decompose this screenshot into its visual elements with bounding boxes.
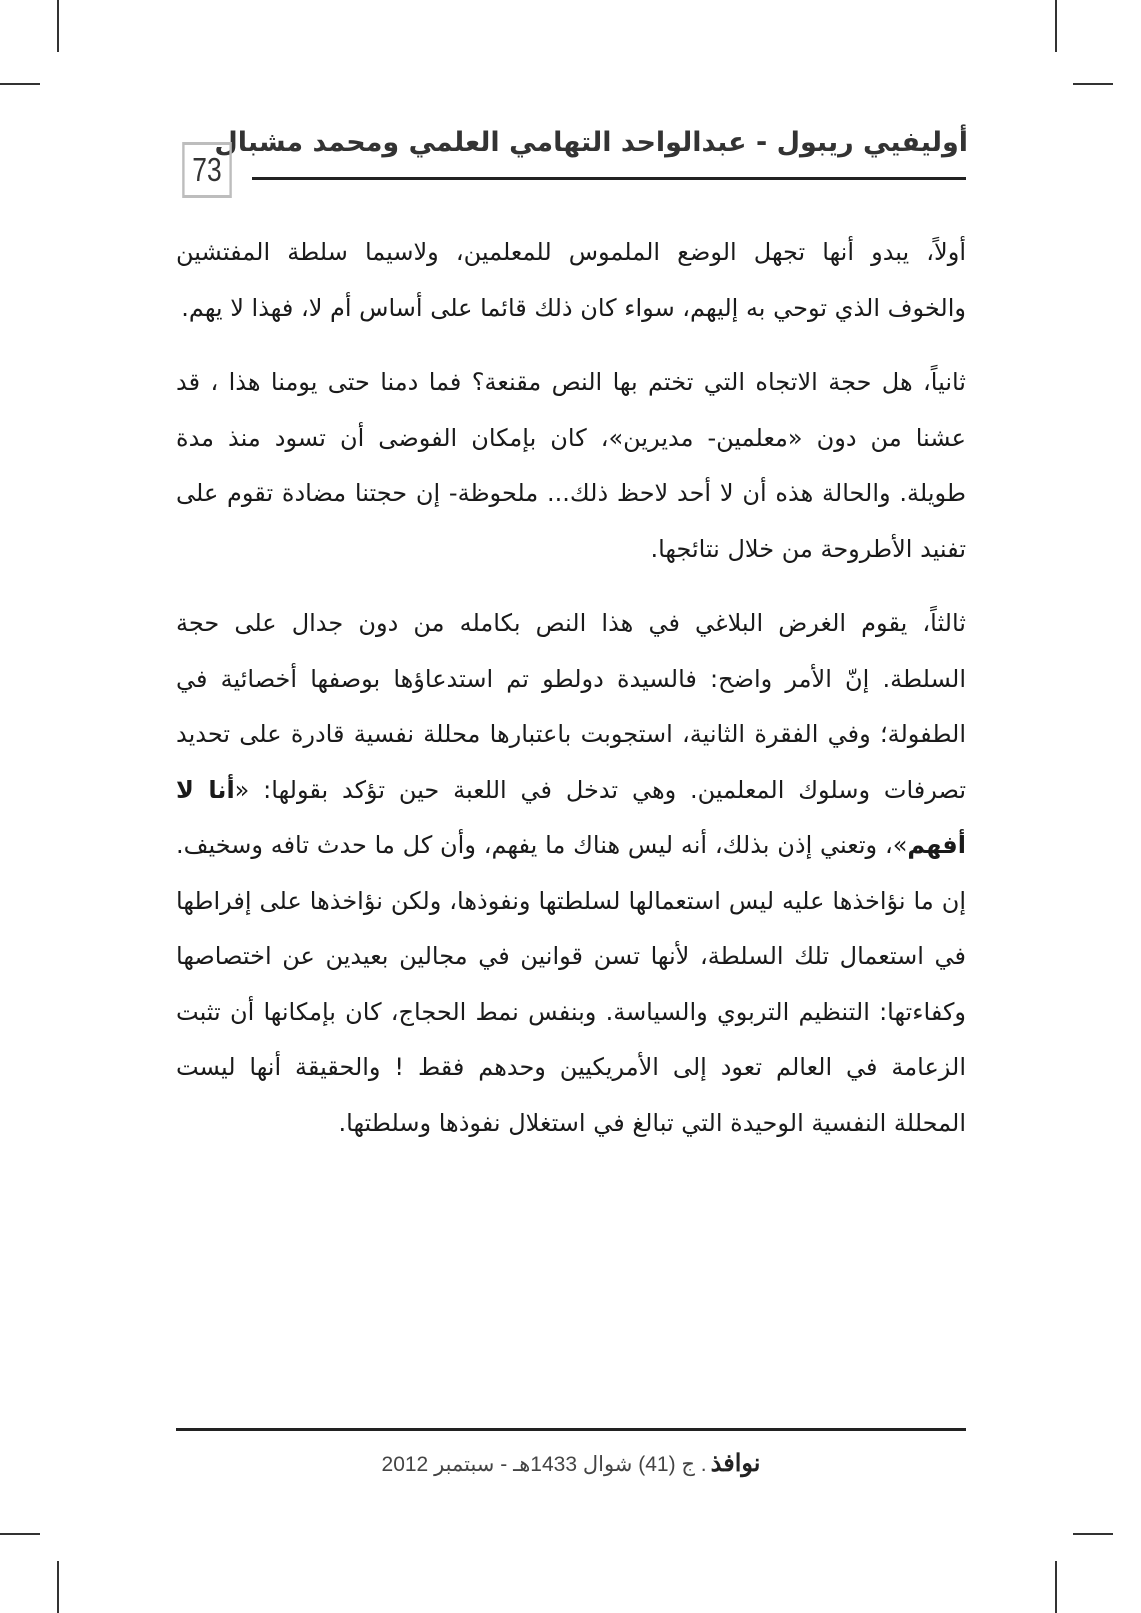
article-body: [176, 225, 966, 1170]
page-footer: [176, 1448, 966, 1477]
page-number: 73: [182, 142, 232, 198]
paragraph-first: [176, 225, 966, 336]
paragraph-second: [176, 355, 966, 577]
crop-mark: [1055, 1561, 1057, 1613]
crop-mark: [57, 1561, 59, 1613]
paragraph-text: ثانياً، هل حجة الاتجاه التي تختم بها النص مقنعة؟ فما دمنا حتى يومنا هذا ، قد عشنا من دون «معلمين- مديرين»، كان بإمكان الفوضى أن تسود منذ مدة طويلة. والحالة هذه أن لا أحد لاحظ ذلك... ملحوظة- إن حجتنا مضادة تقوم على تفنيد الأطروحة من خلال نتائجها.: [176, 368, 966, 563]
paragraph-lead: ثالثاً، يقوم الغرض البلاغي في هذا النص بكامله من دون جدال على حجة السلطة. إنّ الأمر واضح: فالسيدة دولطو تم استدعاؤها بوصفها أخصائية في الطفولة؛ وفي الفقرة الثانية، استجوبت باعتبارها محللة نفسية قادرة على تحديد تصرفات وسلوك المعلمين. وهي تدخل في اللعبة حين تؤكد بقولها: «: [176, 609, 966, 804]
journal-logo: نوافذ: [710, 1448, 761, 1477]
bold-quote: أنا لا أفهم: [176, 775, 966, 859]
crop-mark: [0, 1533, 40, 1535]
crop-mark: [57, 0, 59, 52]
running-header: أوليفيي ريبول - عبدالواحد التهامي العلمي ومحمد مشبال: [214, 127, 968, 158]
header-rule: [252, 177, 966, 180]
crop-mark: [0, 83, 40, 85]
footer-rule: [176, 1428, 966, 1431]
issue-info: . ج (41) شوال 1433هـ - سبتمبر 2012: [381, 1453, 707, 1476]
crop-mark: [1073, 1533, 1113, 1535]
paragraph-text: أولاً، يبدو أنها تجهل الوضع الملموس للمعلمين، ولاسيما سلطة المفتشين والخوف الذي توحي به إليهم، سواء كان ذلك قائما على أساس أم لا، فهذا لا يهم.: [176, 238, 966, 322]
paragraph-third: [176, 596, 966, 1151]
crop-mark: [1073, 83, 1113, 85]
crop-mark: [1055, 0, 1057, 52]
paragraph-text: »، وتعني إذن بذلك، أنه ليس هناك ما يفهم، وأن كل ما حدث تافه وسخيف. إن ما نؤاخذها عليه ليس استعمالها لسلطتها ونفوذها، ولكن نؤاخذها على إفراطها في استعمال تلك السلطة، لأنها تسن قوانين في مجالين بعيدين عن اختصاصها وكفاءتها: التنظيم التربوي والسياسة. وبنفس نمط الحجاج، كان بإمكانها أن تثبت الزعامة في العالم تعود إلى الأمريكيين وحدهم فقط ! والحقيقة أنها ليست المحللة النفسية الوحيدة التي تبالغ في استغلال نفوذها وسلطتها.: [176, 831, 966, 1137]
